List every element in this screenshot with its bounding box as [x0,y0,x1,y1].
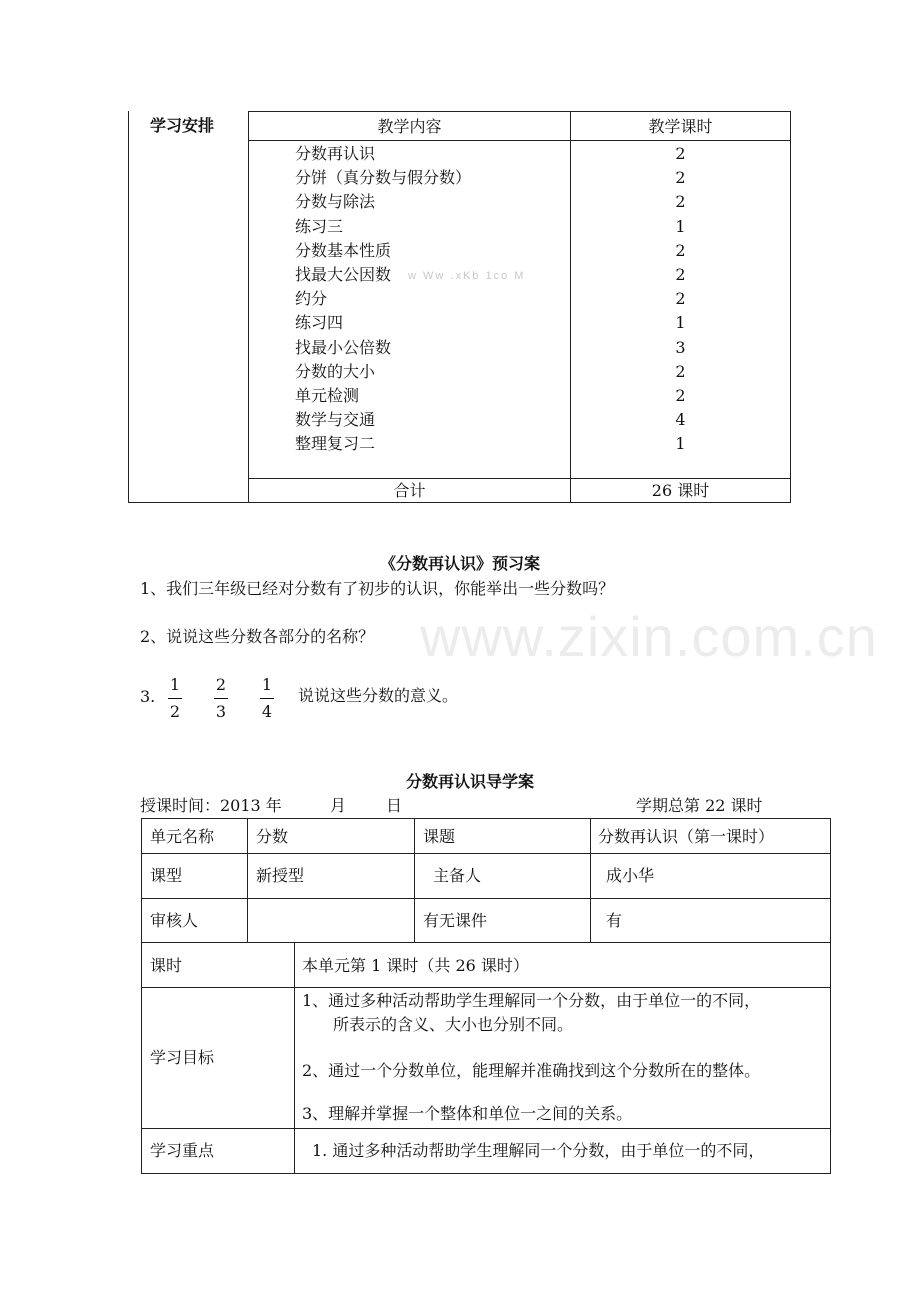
arrangement-row-content: 找最大公因数 [295,265,392,284]
arrangement-row-content: 分数与除法 [295,192,376,212]
fraction-3: 1 4 [261,675,273,721]
arrangement-row-content: 分数基本性质 [295,240,392,260]
preview-question-3-text: 说说这些分数的意义。 [298,686,459,705]
arrangement-row-content: 分数再认识 [295,144,376,163]
term-total-periods: 学期总第 22 课时 [636,796,763,815]
arrangement-row-hours: 3 [675,337,686,357]
teaching-time-label: 授课时间：2013 年 [140,796,282,815]
period: 本单元第 1 课时（共 26 课时） [302,956,529,975]
unit-name: 分数 [256,827,289,846]
teaching-day: 日 [386,796,403,815]
courseware-label: 有无课件 [423,911,488,930]
goal-3: 3、理解并掌握一个整体和单位一之间的关系。 [302,1104,633,1123]
arrangement-row-hours: 2 [675,192,686,212]
preview-question-1: 1、我们三年级已经对分数有了初步的认识，你能举出一些分数吗？ [140,579,615,598]
header-content: 教学内容 [377,117,442,136]
arrangement-row-hours: 2 [675,168,686,188]
arrangement-row-content: 练习三 [295,216,344,236]
goals-label: 学习目标 [150,1048,215,1067]
focus-label: 学习重点 [150,1141,215,1160]
lesson-type-label: 课型 [150,866,183,885]
arrangement-row-content: 找最小公倍数 [295,337,392,357]
courseware: 有 [606,911,623,930]
arrangement-row-hours: 1 [675,216,686,236]
goal-1-line-2: 所表示的含义、大小也分别不同。 [333,1015,574,1034]
arrangement-row-content: 数学与交通 [295,410,376,430]
arrangement-label: 学习安排 [150,116,215,135]
arrangement-row-content: 整理复习二 [295,434,376,454]
site-watermark: www.zixin.com.cn [420,605,878,668]
guide-title: 分数再认识导学案 [405,772,534,791]
goal-2: 2、通过一个分数单位，能理解并准确找到这个分数所在的整体。 [302,1061,761,1080]
small-watermark: w Ww .xKb 1co M [408,270,526,282]
lesson-type: 新授型 [256,866,305,885]
topic: 分数再认识（第一课时） [598,827,775,846]
fraction-2: 2 3 [215,675,227,721]
arrangement-row-hours: 2 [675,361,686,381]
period-label: 课时 [150,956,183,975]
arrangement-row-content: 练习四 [295,313,344,333]
arrangement-row-content: 单元检测 [295,386,360,405]
arrangement-row-content: 分数的大小 [295,361,376,381]
arrangement-row-hours: 1 [675,313,686,333]
teaching-month: 月 [330,796,347,815]
arrangement-row-hours: 1 [675,434,686,454]
arrangement-row-hours: 2 [675,289,686,309]
arrangement-row-hours: 2 [675,265,686,284]
focus-1: 1. 通过多种活动帮助学生理解同一个分数，由于单位一的不同， [312,1141,765,1160]
preparer-label: 主备人 [433,866,482,885]
goal-1-line-1: 1、通过多种活动帮助学生理解同一个分数，由于单位一的不同， [302,991,761,1010]
arrangement-row-hours: 4 [675,410,686,430]
total-value: 26 课时 [651,481,710,500]
header-hours: 教学课时 [648,117,713,136]
arrangement-row-hours: 2 [675,386,686,405]
topic-label: 课题 [423,827,456,846]
total-label: 合计 [393,481,426,500]
arrangement-row-content: 约分 [295,289,328,309]
preview-question-3-prefix: 3. [140,687,156,706]
arrangement-row-content: 分饼（真分数与假分数） [295,168,472,188]
preparer: 成小华 [606,866,655,885]
fraction-1: 1 2 [169,675,181,721]
arrangement-row-hours: 2 [675,144,686,163]
preview-question-2: 2、说说这些分数各部分的名称？ [140,627,375,646]
unit-name-label: 单元名称 [150,827,215,846]
arrangement-row-hours: 2 [675,240,686,260]
reviewer-label: 审核人 [150,911,199,930]
preview-title: 《分数再认识》预习案 [379,554,540,573]
